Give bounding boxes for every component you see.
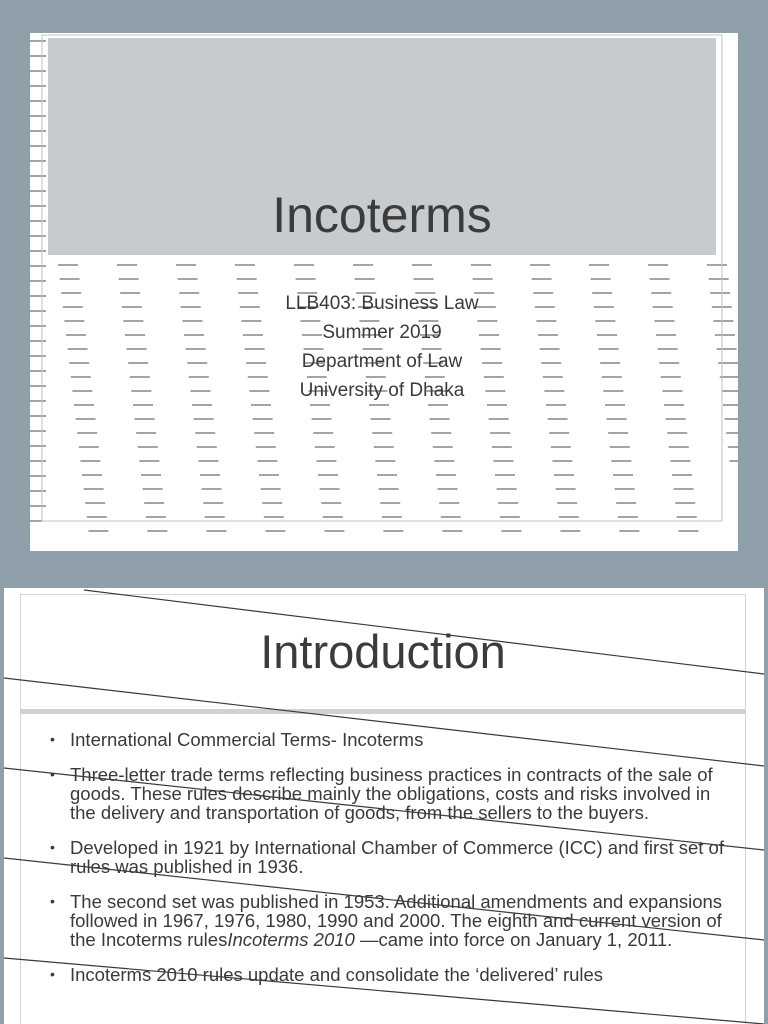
bullet-text: International Commercial Terms- Incoterms <box>70 729 424 750</box>
bullet-item <box>44 892 734 949</box>
title-slide <box>30 33 738 551</box>
university-line: University of Dhaka <box>299 380 465 401</box>
bullet-item <box>44 838 734 876</box>
title-divider <box>20 709 746 714</box>
bullet-text: Developed in 1921 by International Chamber of Commerce (ICC) and first set of rules was published in 1936. <box>70 837 724 877</box>
bullet-item <box>44 730 734 749</box>
bullet-text: Incoterms 2010 rules update and consolidate the ‘delivered’ rules <box>70 964 604 985</box>
bullet-icon: • <box>50 839 55 855</box>
bullet-text-start: The second set was published in 1953. Additional amendments and expansions followed in 1967, 1976, 1980, 1990 and 2000. The eighth and current version of the Incoterms rules <box>70 891 723 950</box>
department-line: Department of Law <box>301 351 463 372</box>
bullet-text: Three-letter trade terms reflecting business practices in contracts of the sale of goods. These rules describe mainly the obligations, costs and risks involved in the delivery and transportation of goods, from the sellers to the buyers. <box>70 764 713 823</box>
bullet-icon: • <box>50 766 55 782</box>
course-line: LLB403: Business Law <box>285 293 479 314</box>
slide-subtitle <box>48 289 716 405</box>
slide-title: Incoterms <box>272 187 492 243</box>
bullet-item <box>44 765 734 822</box>
term-line: Summer 2019 <box>322 322 442 343</box>
bullet-icon: • <box>50 731 55 747</box>
bullet-item <box>44 965 734 984</box>
bullet-text-end: —came into force on January 1, 2011. <box>354 929 673 950</box>
bullet-icon: • <box>50 893 55 909</box>
bullet-list <box>44 730 734 1000</box>
introduction-slide <box>4 588 764 1024</box>
bullet-icon: • <box>50 966 55 982</box>
slide-title: Introduction <box>260 625 506 678</box>
bullet-text-emphasis: Incoterms 2010 <box>227 929 355 950</box>
